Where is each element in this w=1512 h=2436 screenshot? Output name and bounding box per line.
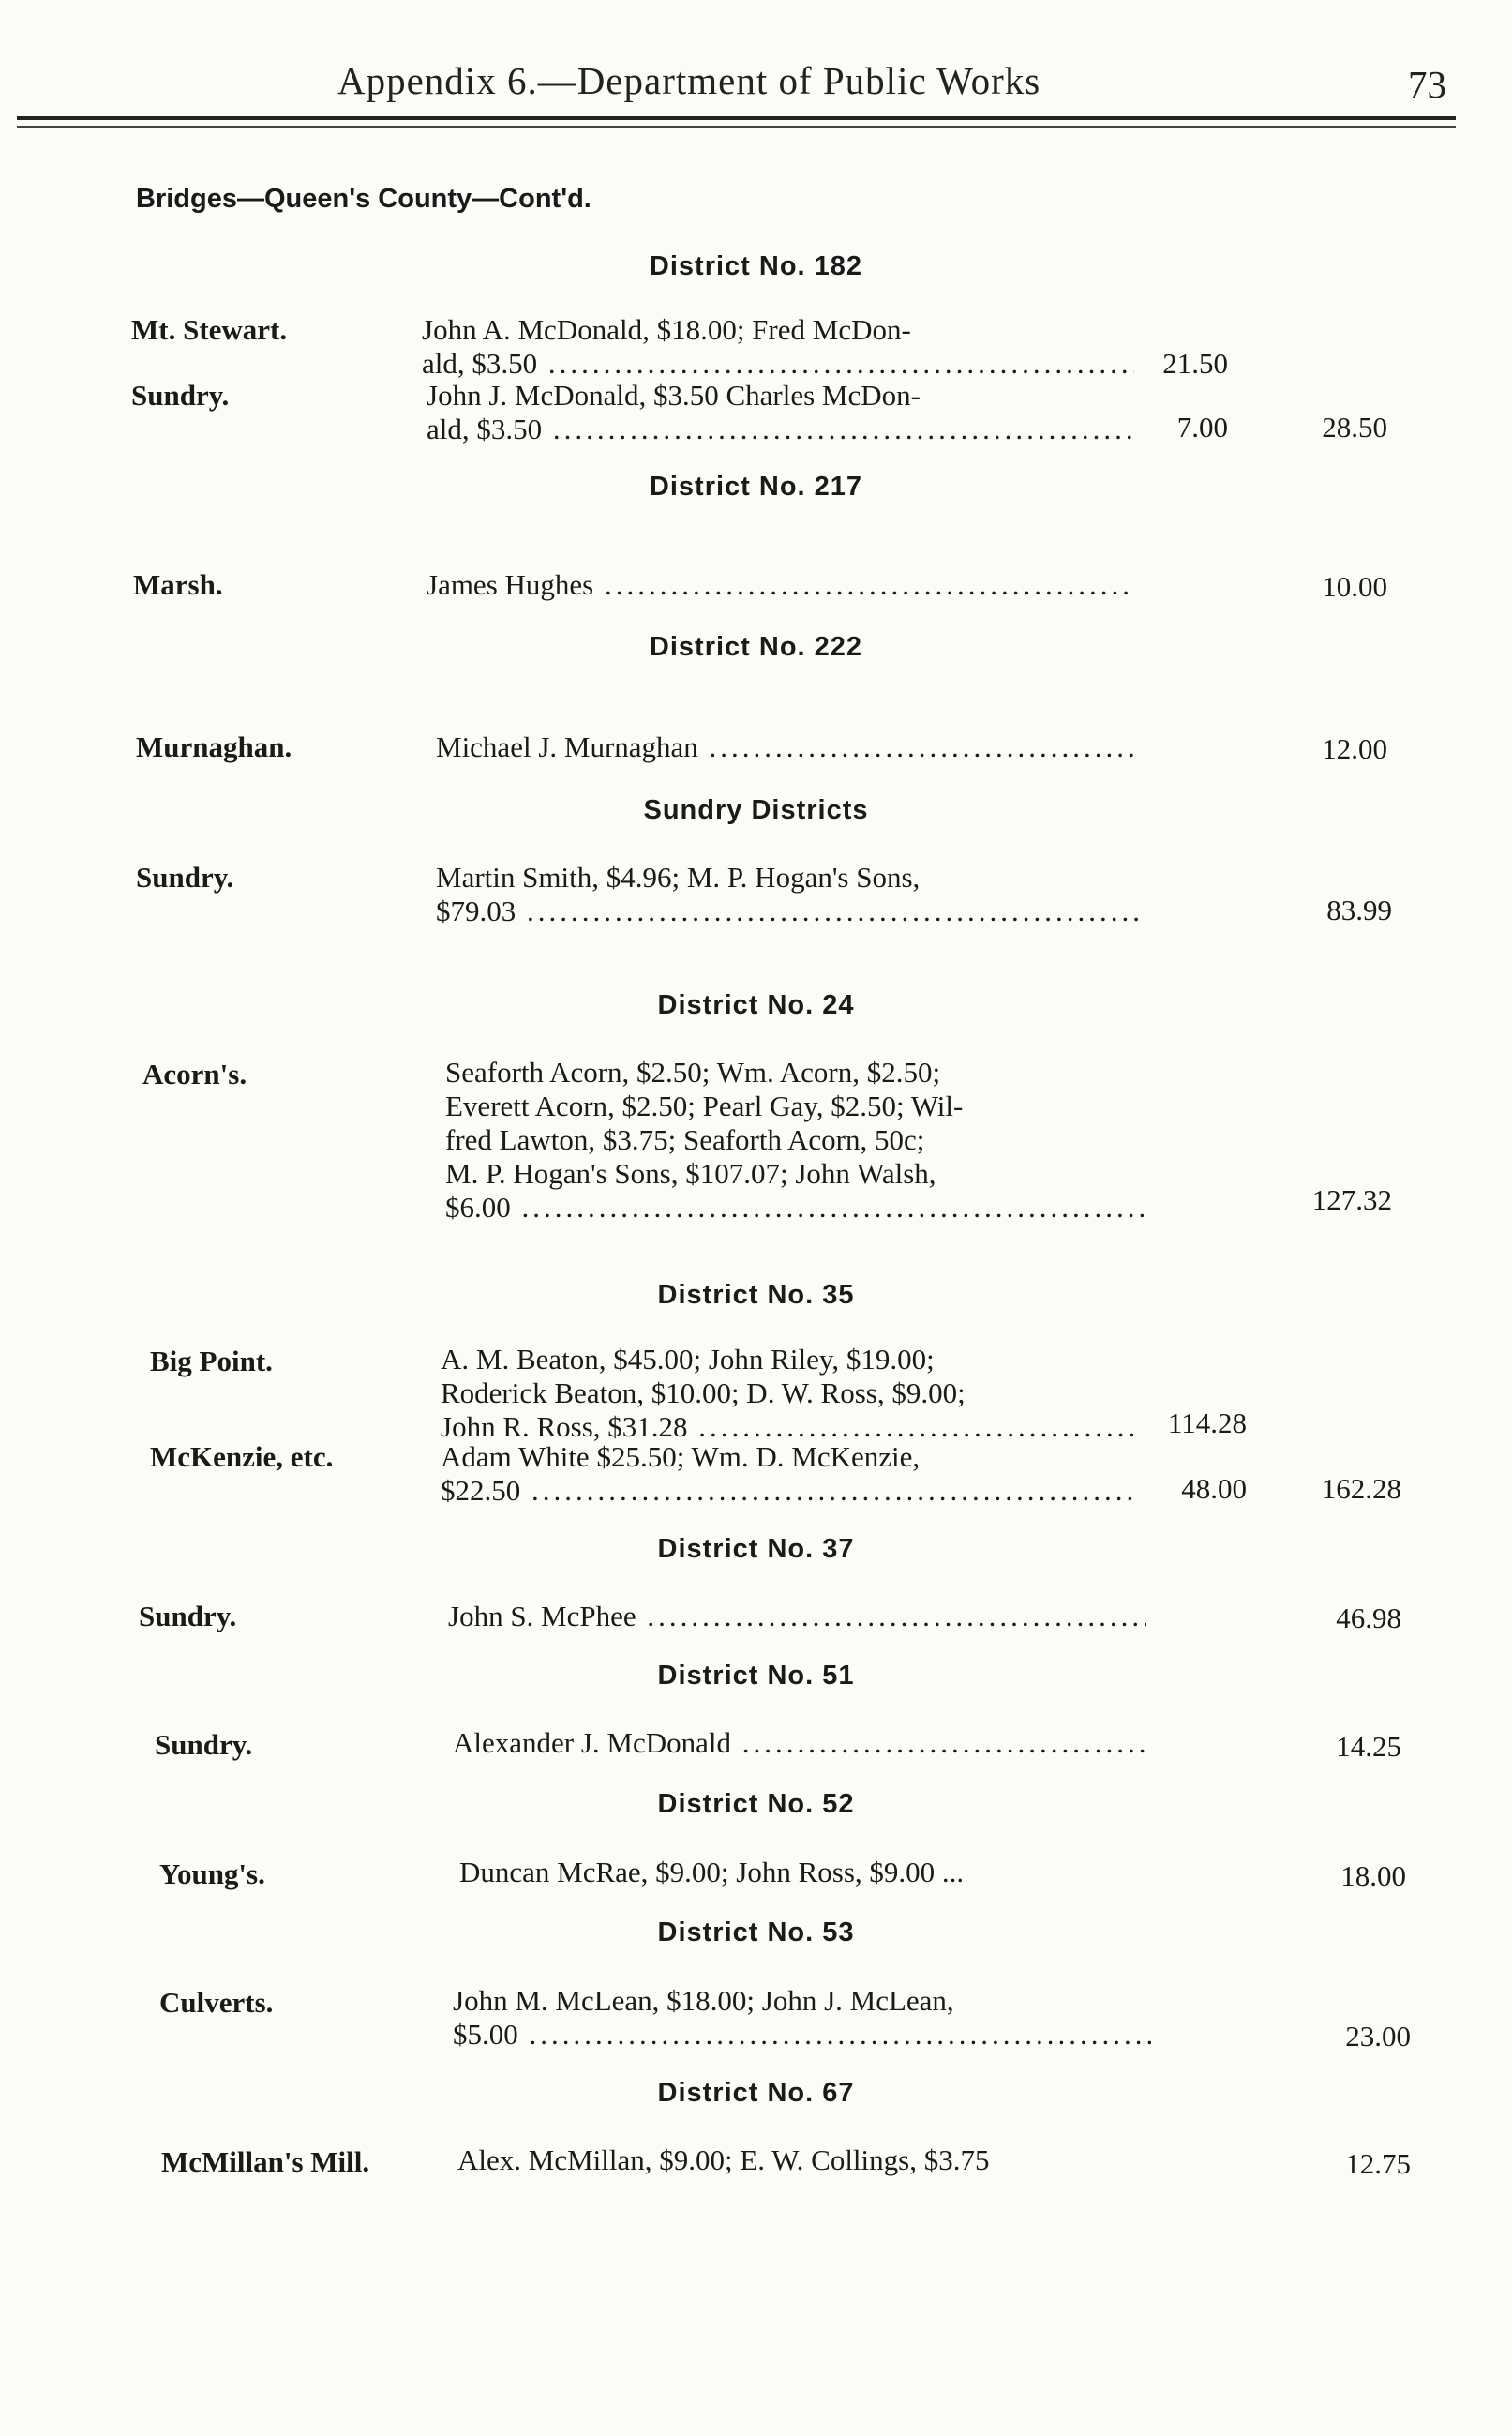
entry-total: 83.99	[1326, 894, 1392, 926]
entry-location: Big Point.	[150, 1345, 273, 1377]
entry-text: John J. McDonald, $3.50 Charles McDon- ald, $3.50 .....	[427, 379, 1134, 446]
district-heading: District No. 222	[649, 632, 863, 662]
entry-total: 18.00	[1340, 1859, 1406, 1892]
section-title: Bridges—Queen's County—Cont'd.	[136, 184, 591, 214]
entry-location: Culverts.	[159, 1986, 274, 2019]
entry-text: Michael J. Murnaghan .....	[436, 730, 1134, 764]
running-header	[0, 38, 1512, 150]
entry-location: Sundry.	[136, 861, 234, 894]
entry-total: 10.00	[1322, 570, 1387, 603]
entry-text: A. M. Beaton, $45.00; John Riley, $19.00; Roderick Beaton, $10.00; D. W. Ross, $9.00; John R. Ross, $31.28 .....	[441, 1343, 1139, 1444]
entry-location: Acorn's.	[142, 1058, 247, 1090]
district-heading: Sundry Districts	[643, 795, 869, 825]
entry-location: McKenzie, etc.	[150, 1440, 334, 1473]
entry-text: Seaforth Acorn, $2.50; Wm. Acorn, $2.50; Everett Acorn, $2.50; Pearl Gay, $2.50; Wil- fred Lawton, $3.75; Seaforth Acorn, 50c; M. P. Hogan's Sons, $107.07; John Walsh, $6.00 .....	[445, 1056, 1144, 1225]
entry-location: Sundry.	[139, 1600, 237, 1632]
entry-location: Mt. Stewart.	[131, 313, 288, 346]
district-heading: District No. 37	[657, 1534, 855, 1564]
entry-subtotal: 48.00	[1181, 1472, 1247, 1505]
entry-text: Alexander J. McDonald .....	[453, 1726, 1146, 1760]
entry-text: Adam White $25.50; Wm. D. McKenzie, $22.50 .....	[441, 1440, 1139, 1508]
entry-total: 12.00	[1322, 732, 1387, 765]
entry-subtotal: 21.50	[1162, 347, 1228, 380]
entry-location: Young's.	[159, 1857, 265, 1890]
entry-total: 46.98	[1336, 1601, 1401, 1634]
entry-total: 14.25	[1336, 1730, 1401, 1763]
district-heading: District No. 51	[657, 1661, 855, 1691]
running-head: Appendix 6.—Department of Public Works	[337, 59, 1041, 102]
entry-text: Alex. McMillan, $9.00; E. W. Collings, $3.75	[457, 2143, 990, 2176]
entry-subtotal: 114.28	[1167, 1406, 1247, 1439]
entry-total: 23.00	[1345, 2020, 1411, 2053]
entry-total: 162.28	[1321, 1472, 1401, 1505]
entry-location: McMillan's Mill.	[161, 2145, 370, 2178]
district-heading: District No. 24	[657, 990, 855, 1020]
entry-text: John A. McDonald, $18.00; Fred McDon- ald, $3.50 .....	[422, 313, 1134, 381]
district-heading: District No. 35	[657, 1280, 855, 1310]
entry-total: 12.75	[1345, 2147, 1411, 2180]
entry-subtotal: 7.00	[1176, 411, 1228, 444]
page-number: 73	[1408, 63, 1446, 106]
header-rule-thin	[17, 126, 1456, 128]
entry-location: Sundry.	[131, 379, 230, 412]
district-heading: District No. 52	[657, 1789, 855, 1819]
entry-text: John S. McPhee .....	[448, 1600, 1146, 1633]
district-heading: District No. 67	[657, 2078, 855, 2108]
district-heading: District No. 53	[657, 1917, 855, 1947]
district-heading: District No. 217	[649, 472, 863, 502]
entry-total: 28.50	[1322, 411, 1387, 444]
header-rule-thick	[17, 116, 1456, 120]
entry-text: James Hughes .....	[427, 568, 1134, 602]
entry-text: John M. McLean, $18.00; John J. McLean, $5.00 .....	[453, 1984, 1151, 2052]
entry-text: Martin Smith, $4.96; M. P. Hogan's Sons, $79.03 .....	[436, 861, 1139, 928]
entry-location: Sundry.	[155, 1728, 253, 1761]
entry-text: Duncan McRae, $9.00; John Ross, $9.00 ...	[459, 1856, 965, 1888]
entry-location: Marsh.	[133, 568, 223, 601]
entry-total: 127.32	[1311, 1183, 1392, 1216]
entry-location: Murnaghan.	[136, 730, 292, 763]
district-heading: District No. 182	[649, 251, 863, 281]
